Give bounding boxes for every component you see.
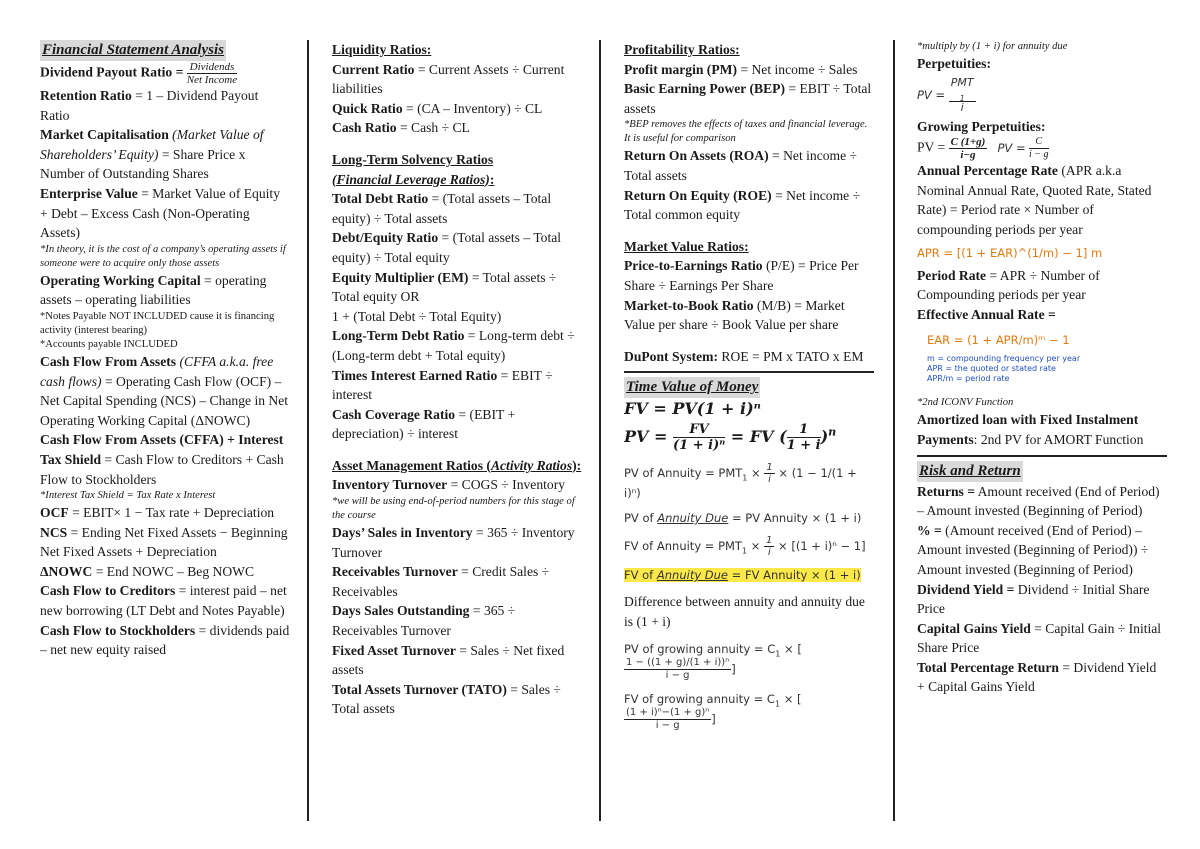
pv-annuity-due-formula: PV of Annuity Due = PV Annuity × (1 + i) — [624, 511, 862, 526]
cash-flow-from-assets: Cash Flow From Assets (CFFA a.k.a. free cash flows) = Operating Cash Flow (OCF) – Net Capital Spending (NCS) – Change in Net Operating Working Capital (ΔNOWC) — [40, 353, 289, 428]
ncs-formula: NCS = Ending Net Fixed Assets − Beginning Net Fixed Assets + Depreciation — [40, 524, 288, 560]
receivables-turnover: Receivables Turnover = Credit Sales ÷ Receivables — [332, 564, 550, 599]
cash-coverage-ratio: Cash Coverage Ratio = (EBIT + depreciation) ÷ interest — [332, 406, 516, 442]
column-divider-3 — [893, 40, 895, 821]
notes-payable-note: *Notes Payable NOT INCLUDED cause it is financing activity (interest bearing) — [40, 310, 275, 336]
ear-legend-apr: APR = the quoted or stated rate — [927, 364, 1056, 374]
dividend-payout-ratio: Dividend Payout Ratio = $\frac{\text{Dividends}}{\text{Net Income}}$ — [40, 61, 238, 86]
market-capitalisation: Market Capitalisation (Market Value of Shareholders’ Equity) = Share Price x Number of Outstanding Shares — [40, 127, 264, 182]
interest-tax-shield-note: *Interest Tax Shield = Tax Rate x Interest — [40, 490, 216, 502]
fixed-asset-turnover: Fixed Asset Turnover = Sales ÷ Net fixed assets — [332, 642, 565, 678]
amortized-loan: Amortized loan with Fixed Instalment Payments: 2nd PV for AMORT Function — [917, 412, 1144, 447]
ear-legend-period: APR/m = period rate — [927, 374, 1010, 384]
pv-growing-annuity-formula: PV of growing annuity = $C_1$ × [ $\frac{\text{1 − ((1 + g)/(1 + i))ⁿ}}{i - g}$ ] — [624, 641, 802, 681]
ocf-formula: OCF = EBIT× 1 − Tax rate + Depreciation — [40, 505, 275, 521]
days-sales-in-inventory: Days’ Sales in Inventory = 365 ÷ Inventory Turnover — [332, 525, 575, 560]
fv-formula: FV = PV(1 + i)ⁿ — [624, 399, 761, 419]
enterprise-value-note: *In theory, it is the cost of a company’s operating assets if someone were to acquire only those assets — [40, 243, 286, 269]
returns-definition: Returns = Amount received (End of Period) – Amount invested (Beginning of Period) — [917, 483, 1160, 519]
total-percentage-return: Total Percentage Return = Dividend Yield + Capital Gains Yield — [917, 659, 1157, 695]
pv-annuity-formula: PV of Annuity = $PMT_1$ × $\frac{1}{i}$ × (1 − 1/(1 + i)ⁿ) — [624, 462, 857, 501]
section-title-market-value: Market Value Ratios: — [624, 238, 749, 254]
dividend-yield: Dividend Yield = Dividend ÷ Initial Share Price — [917, 581, 1150, 617]
fv-annuity-due-formula: FV of Annuity Due = FV Annuity × (1 + i) — [624, 568, 861, 583]
long-term-debt-ratio: Long-Term Debt Ratio = Long-term debt ÷ (Long-term debt + Total equity) — [332, 328, 575, 363]
market-to-book: Market-to-Book Ratio (M/B) = Market Value per share ÷ Book Value per share — [624, 297, 845, 333]
growing-perpetuities-title: Growing Perpetuities: — [917, 118, 1046, 134]
period-rate: Period Rate = APR ÷ Number of Compounding periods per year — [917, 267, 1100, 303]
end-of-period-note: *we will be using end-of-period numbers for this stage of the course — [332, 496, 575, 522]
annual-percentage-rate: Annual Percentage Rate (APR a.k.a Nominal Annual Rate, Quoted Rate, Stated Rate) = Period rate × Number of compounding periods per year — [917, 163, 1152, 237]
days-sales-outstanding: Days Sales Outstanding = 365 ÷ Receivables Turnover — [332, 603, 516, 639]
cffa-interest-tax-shield: Cash Flow From Assets (CFFA) + Interest Tax Shield = Cash Flow to Creditors + Cash Flow to Stockholders — [40, 432, 284, 487]
enterprise-value: Enterprise Value = Market Value of Equity + Debt – Excess Cash (Non-Operating Assets) — [40, 185, 281, 241]
column-ratios — [332, 40, 582, 821]
cash-flow-to-creditors: Cash Flow to Creditors = interest paid – net new borrowing (LT Debt and Notes Payable) — [40, 583, 287, 619]
column-divider-2 — [599, 40, 601, 821]
percent-return-definition: % = (Amount received (End of Period) – Amount invested (Beginning of Period)) ÷ Amount invested (Beginning of Period) — [917, 522, 1149, 577]
equity-multiplier: Equity Multiplier (EM) = Total assets ÷ Total equity OR 1 + (Total Debt ÷ Total Equity) — [332, 269, 557, 324]
pv-formula: PV = $\frac{FV}{\text{(1 + i)ⁿ}}$ = FV ( $\frac{1}{1 + i}$ )$^n$ — [624, 422, 837, 454]
inventory-turnover: Inventory Turnover = COGS ÷ Inventory — [332, 477, 566, 493]
cash-ratio: Cash Ratio = Cash ÷ CL — [332, 120, 470, 136]
return-on-equity: Return On Equity (ROE) = Net income ÷ Total common equity — [624, 187, 861, 223]
section-rule — [624, 371, 874, 373]
profit-margin: Profit margin (PM) = Net income ÷ Sales — [624, 61, 858, 77]
fv-growing-annuity-formula: FV of growing annuity = $C_1$ × [ $\frac{\text{(1 + i)ⁿ−(1 + g)ⁿ}}{i - g}$ ] — [624, 691, 802, 731]
annuity-due-multiply-note: *multiply by (1 + i) for annuity due — [917, 41, 1068, 52]
fv-annuity-formula: FV of Annuity = $PMT_1$ × $\frac{1}{i}$ × [(1 + i)ⁿ − 1] — [624, 535, 866, 559]
current-ratio: Current Ratio = Current Assets ÷ Current liabilities — [332, 61, 565, 97]
section-title-liquidity: Liquidity Ratios: — [332, 42, 432, 57]
annuity-difference-note: Difference between annuity and annuity due is (1 + i) — [624, 594, 865, 629]
perpetuity-formula: PV = PMT $_1$ i — [917, 75, 974, 114]
section-title-financial-statement-analysis: Financial Statement Analysis — [40, 40, 226, 61]
ear-formula: EAR = (1 + APR/m)ᵐ − 1 — [927, 333, 1070, 348]
quick-ratio: Quick Ratio = (CA – Inventory) ÷ CL — [332, 100, 543, 116]
column-financial-statement-analysis — [40, 40, 290, 821]
capital-gains-yield: Capital Gains Yield = Capital Gain ÷ Initial Share Price — [917, 620, 1162, 656]
nowc-formula: ΔNOWC = End NOWC – Beg NOWC — [40, 563, 255, 579]
bep-note: *BEP removes the effects of taxes and financial leverage. It is useful for comparison — [624, 119, 868, 145]
section-title-time-value-of-money: Time Value of Money — [624, 377, 760, 398]
total-debt-ratio: Total Debt Ratio = (Total assets – Total equity) ÷ Total assets — [332, 191, 552, 226]
effective-annual-rate-title: Effective Annual Rate = — [917, 306, 1056, 322]
accounts-payable-note: *Accounts payable INCLUDED — [40, 338, 178, 350]
section-title-profitability: Profitability Ratios: — [624, 42, 740, 57]
iconv-note: *2nd ICONV Function — [917, 397, 1014, 409]
total-assets-turnover: Total Assets Turnover (TATO) = Sales ÷ Total assets — [332, 681, 561, 717]
section-title-long-term-solvency: Long-Term Solvency Ratios (Financial Leverage Ratios): — [332, 151, 495, 187]
cash-flow-to-stockholders: Cash Flow to Stockholders = dividends paid – net new equity raised — [40, 622, 290, 658]
growing-perpetuity-formula: PV = $\frac{C (1+g)}{i-g}$ PV = $\frac{C}{i - g}$ — [917, 136, 1049, 162]
perpetuities-title: Perpetuities: — [917, 56, 991, 71]
section-rule-risk — [917, 455, 1167, 457]
section-title-risk-and-return: Risk and Return — [917, 461, 1023, 482]
times-interest-earned: Times Interest Earned Ratio = EBIT ÷ interest — [332, 367, 553, 403]
column-divider-1 — [307, 40, 309, 821]
price-to-earnings: Price-to-Earnings Ratio (P/E) = Price Per Share ÷ Earnings Per Share — [624, 258, 859, 293]
return-on-assets: Return On Assets (ROA) = Net income ÷ Total assets — [624, 148, 857, 183]
column-perpetuities-risk — [917, 40, 1167, 821]
basic-earning-power: Basic Earning Power (BEP) = EBIT ÷ Total assets — [624, 81, 872, 116]
apr-formula: APR = [(1 + EAR)^(1/m) − 1] m — [917, 245, 1103, 260]
retention-ratio: Retention Ratio = 1 – Dividend Payout Ratio — [40, 88, 259, 123]
section-title-asset-management: Asset Management Ratios (Activity Ratios): — [332, 457, 582, 473]
dupont-system: DuPont System: ROE = PM x TATO x EM — [624, 348, 864, 364]
ear-legend-m: m = compounding frequency per year — [927, 354, 1081, 364]
debt-equity-ratio: Debt/Equity Ratio = (Total assets – Total equity) ÷ Total equity — [332, 230, 562, 265]
dividend-payout-fraction: $\frac{\text{Dividends}}{\text{Net Income}}$ — [186, 61, 238, 86]
operating-working-capital: Operating Working Capital = operating assets – operating liabilities — [40, 272, 267, 308]
column-profitability-tvm — [624, 40, 874, 821]
